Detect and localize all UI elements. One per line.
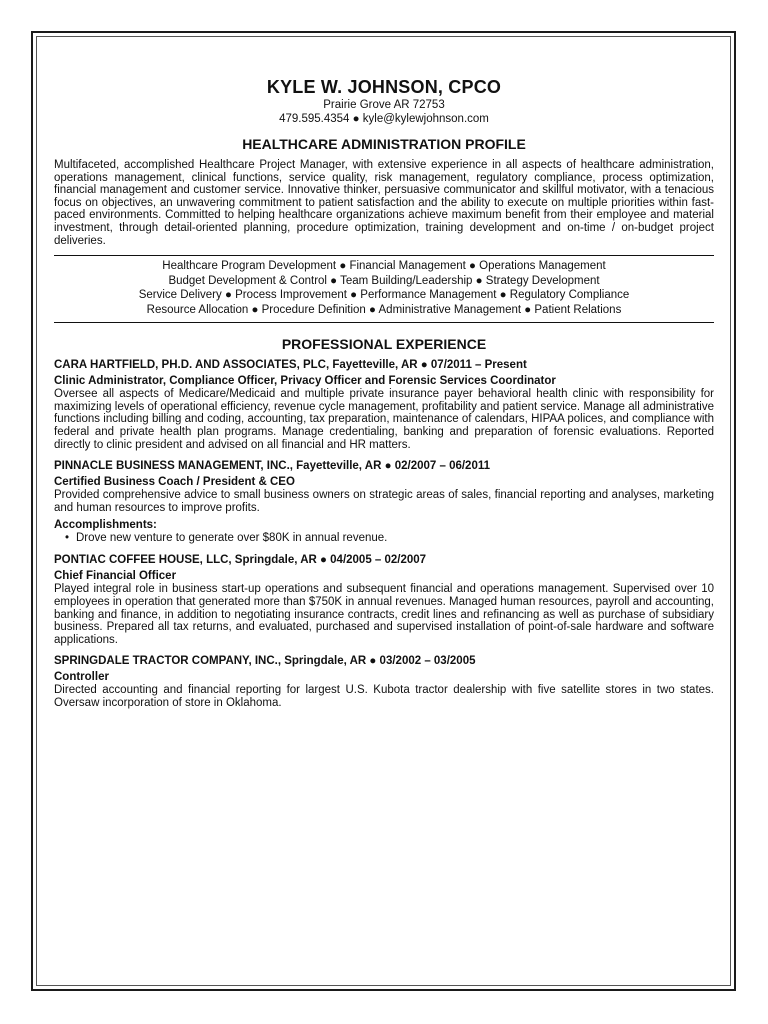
profile-title: HEALTHCARE ADMINISTRATION PROFILE	[242, 136, 526, 152]
accomplishments-label: Accomplishments:	[54, 519, 157, 532]
job-title: Certified Business Coach / President & CEO	[54, 476, 295, 489]
job-heading: PINNACLE BUSINESS MANAGEMENT, INC., Fayetteville, AR ● 02/2007 – 06/2011	[54, 460, 491, 473]
candidate-name: KYLE W. JOHNSON, CPCO	[266, 77, 502, 97]
accomplishment-item	[54, 532, 714, 545]
skills-line: Resource Allocation ● Procedure Definition ● Administrative Management ● Patient Relations	[146, 303, 622, 316]
candidate-contact: 479.595.4354 ● kyle@kylewjohnson.com	[279, 113, 489, 125]
profile-summary: Multifaceted, accomplished Healthcare Project Manager, with extensive experience in all aspects of healthcare administration, operations management, clinical functions, service quality, risk management, regulatory compliance, process optimization, financial management and customer service. Innovative thinker, persuasive communicator and skillful motivator, with a tenacious focus on objectives, an unwavering commitment to patient satisfaction and the ability to execute on multiple priorities within fast-paced environments. Committed to helping healthcare organizations achieve maximum benefit from their employee and material investment, through detail-oriented planning, procedure optimization, training development and on-time / on-budget project deliveries.	[54, 159, 714, 247]
skills-line: Healthcare Program Development ● Financial Management ● Operations Management	[162, 260, 606, 273]
job-entry	[54, 459, 714, 545]
job-title: Controller	[54, 671, 109, 684]
skills-line: Budget Development & Control ● Team Building/Leadership ● Strategy Development	[168, 274, 600, 287]
accomplishment-text: Drove new venture to generate over $80K in annual revenue.	[76, 532, 388, 545]
job-description: Directed accounting and financial reporting for largest U.S. Kubota tractor dealership with five satellite stores in two states. Oversaw incorporation of store in Oklahoma.	[54, 684, 714, 709]
skills-block	[54, 255, 714, 323]
job-description: Played integral role in business start-up operations and subsequent financial and operations management. Supervised over 10 employees in operation that generated more than $750K in annual revenues. Managed human resources, payroll and accounting, banking and finance, in addition to negotiating insurance contracts, credit lines and refinancing as well as purchase of subsidiary business. Prepared all tax returns, and evaluated, purchased and supervised installation of point-of-sale hardware and software applications.	[54, 583, 714, 646]
job-description: Provided comprehensive advice to small business owners on strategic areas of sales, financial reporting and analyses, marketing and human resources to improve profits.	[54, 489, 714, 514]
job-entry	[54, 654, 714, 709]
skills-line: Service Delivery ● Process Improvement ● Performance Management ● Regulatory Compliance	[138, 289, 630, 302]
job-title: Clinic Administrator, Compliance Officer, Privacy Officer and Forensic Services Coordinator	[54, 375, 556, 388]
job-title: Chief Financial Officer	[54, 570, 177, 583]
job-heading: CARA HARTFIELD, PH.D. AND ASSOCIATES, PLC, Fayetteville, AR ● 07/2011 – Present	[54, 359, 527, 372]
job-heading: PONTIAC COFFEE HOUSE, LLC, Springdale, AR ● 04/2005 – 02/2007	[54, 554, 427, 567]
candidate-location: Prairie Grove AR 72753	[323, 99, 445, 111]
job-heading: SPRINGDALE TRACTOR COMPANY, INC., Springdale, AR ● 03/2002 – 03/2005	[54, 655, 476, 668]
resume-content	[54, 76, 714, 717]
job-entry	[54, 553, 714, 646]
experience-title: PROFESSIONAL EXPERIENCE	[281, 336, 487, 353]
job-description: Oversee all aspects of Medicare/Medicaid and multiple private insurance payer behavioral health clinic with responsibility for maximizing levels of operational efficiency, revenue cycle management, profitability and patient service. Manage all administrative functions including billing and coding, accounting, tax preparation, maintenance of calendars, HIPAA polices, and compliance with federal and private health plan programs. Manage credentialing, banking and preparation of forensic evaluations. Reported directly to clinic president and advised on all financial and HR matters.	[54, 388, 714, 451]
job-entry	[54, 358, 714, 451]
bullet-icon: •	[65, 532, 70, 545]
